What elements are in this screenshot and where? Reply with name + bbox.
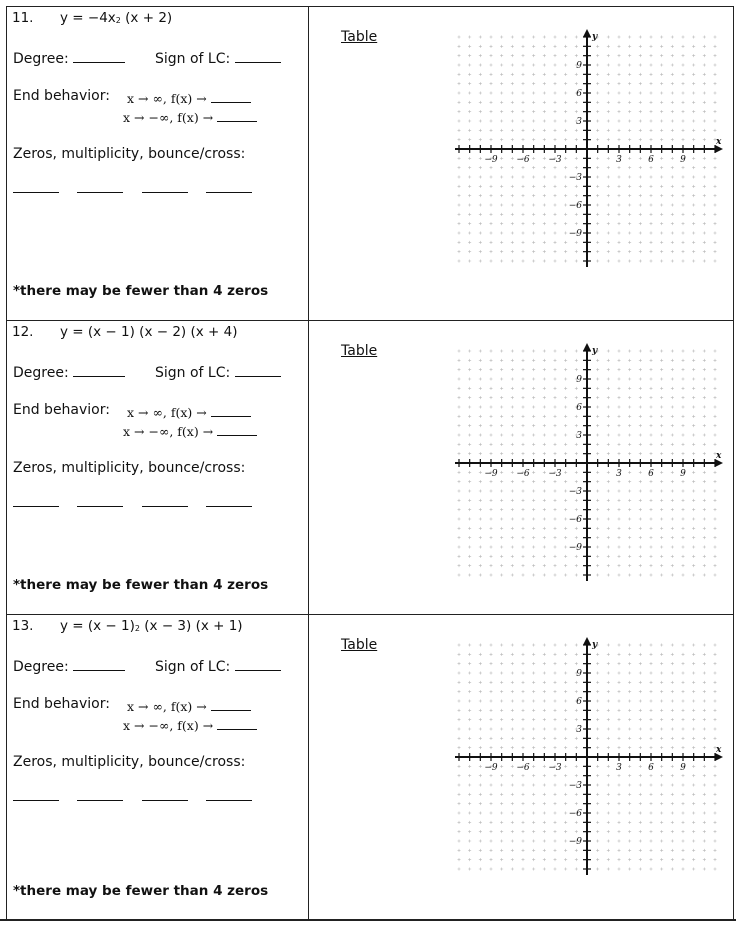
end-behavior-neg-inf: x → −∞, f(x) → (123, 423, 257, 439)
degree-blank[interactable] (73, 48, 125, 63)
zeros-note: *there may be fewer than 4 zeros (13, 283, 269, 299)
y-axis-arrow-icon (583, 343, 591, 351)
y-axis-arrow-icon (583, 29, 591, 37)
zero-blank-2[interactable] (77, 192, 123, 193)
x-tick-label: −6 (516, 155, 530, 165)
y-tick-label: 3 (576, 117, 582, 127)
end-behavior-label: End behavior: (13, 402, 110, 418)
y-axis-label: y (592, 346, 598, 356)
y-tick-label: −9 (568, 543, 582, 553)
y-tick-label: 3 (576, 725, 582, 735)
y-tick-label: −6 (568, 515, 582, 525)
y-tick-label: 6 (576, 697, 582, 707)
degree-blank[interactable] (73, 656, 125, 671)
y-tick-label: 3 (576, 431, 582, 441)
x-tick-label: 9 (680, 763, 686, 773)
problem-equation: y = (x − 1) (x − 2) (x + 4) (60, 324, 238, 340)
x-tick-label: −3 (548, 469, 562, 479)
table-label: Table (341, 343, 378, 359)
x-tick-label: 6 (648, 469, 654, 479)
problem-row-13 (6, 614, 734, 920)
zero-blank-3[interactable] (142, 800, 188, 801)
y-tick-label: −6 (568, 809, 582, 819)
problem-equation: $y = -4x_2$ (x + 2) (60, 10, 173, 26)
x-tick-label: 6 (648, 763, 654, 773)
problem-left-cell (7, 321, 308, 614)
end-pos-blank[interactable] (211, 698, 251, 711)
y-axis-label: y (592, 640, 598, 650)
x-axis-label: x (716, 137, 722, 147)
degree-field: Degree: (13, 48, 125, 67)
y-axis-label: y (592, 32, 598, 42)
zero-blank-3[interactable] (142, 506, 188, 507)
sign-lc-field: Sign of LC: (155, 362, 281, 381)
coordinate-grid[interactable] (447, 27, 727, 269)
x-tick-label: 6 (648, 155, 654, 165)
problem-number: 13. (12, 618, 34, 634)
x-tick-label: −9 (484, 763, 498, 773)
y-tick-label: 6 (576, 89, 582, 99)
x-tick-label: 3 (616, 763, 622, 773)
y-tick-label: −3 (568, 173, 582, 183)
degree-blank[interactable] (73, 362, 125, 377)
end-behavior-neg-inf: x → −∞, f(x) → (123, 109, 257, 125)
page-bottom-rule (0, 919, 736, 921)
zeros-label: Zeros, multiplicity, bounce/cross: (13, 146, 246, 162)
zero-blank-2[interactable] (77, 506, 123, 507)
end-pos-blank[interactable] (211, 90, 251, 103)
sign-lc-blank[interactable] (235, 48, 281, 63)
table-label: Table (341, 29, 378, 45)
end-behavior-label: End behavior: (13, 88, 110, 104)
y-axis-arrow-icon (583, 637, 591, 645)
x-tick-label: −9 (484, 469, 498, 479)
x-tick-label: 3 (616, 469, 622, 479)
x-tick-label: −3 (548, 155, 562, 165)
x-tick-label: 9 (680, 469, 686, 479)
zero-blank-1[interactable] (13, 506, 59, 507)
zero-blank-4[interactable] (206, 192, 252, 193)
problem-row-11 (6, 6, 734, 320)
zero-blank-1[interactable] (13, 800, 59, 801)
zeros-label: Zeros, multiplicity, bounce/cross: (13, 754, 246, 770)
table-label: Table (341, 637, 378, 653)
degree-field: Degree: (13, 656, 125, 675)
zero-blank-1[interactable] (13, 192, 59, 193)
coordinate-grid[interactable] (447, 635, 727, 877)
x-tick-label: −6 (516, 469, 530, 479)
sign-lc-blank[interactable] (235, 656, 281, 671)
zero-blank-3[interactable] (142, 192, 188, 193)
sign-lc-blank[interactable] (235, 362, 281, 377)
y-tick-label: −3 (568, 487, 582, 497)
y-tick-label: −3 (568, 781, 582, 791)
end-neg-blank[interactable] (217, 423, 257, 436)
coordinate-grid[interactable] (447, 341, 727, 583)
end-behavior-pos-inf: x → ∞, f(x) → (127, 404, 251, 420)
y-tick-label: 9 (576, 669, 582, 679)
x-tick-label: −6 (516, 763, 530, 773)
end-pos-blank[interactable] (211, 404, 251, 417)
problem-number: 12. (12, 324, 34, 340)
zeros-label: Zeros, multiplicity, bounce/cross: (13, 460, 246, 476)
sign-lc-field: Sign of LC: (155, 48, 281, 67)
zero-blank-4[interactable] (206, 800, 252, 801)
degree-field: Degree: (13, 362, 125, 381)
x-tick-label: 9 (680, 155, 686, 165)
x-tick-label: −3 (548, 763, 562, 773)
end-behavior-label: End behavior: (13, 696, 110, 712)
problem-right-cell (309, 321, 733, 614)
zeros-note: *there may be fewer than 4 zeros (13, 577, 269, 593)
end-behavior-pos-inf: x → ∞, f(x) → (127, 698, 251, 714)
end-neg-blank[interactable] (217, 109, 257, 122)
x-tick-label: 3 (616, 155, 622, 165)
problem-right-cell (309, 615, 733, 919)
problem-right-cell (309, 7, 733, 320)
y-tick-label: 9 (576, 61, 582, 71)
end-neg-blank[interactable] (217, 717, 257, 730)
y-tick-label: 9 (576, 375, 582, 385)
sign-lc-field: Sign of LC: (155, 656, 281, 675)
zero-blank-4[interactable] (206, 506, 252, 507)
y-tick-label: −6 (568, 201, 582, 211)
problem-left-cell (7, 615, 308, 919)
problem-equation: $y = (x - 1)_2$ (x − 3) (x + 1) (60, 618, 243, 634)
end-behavior-neg-inf: x → −∞, f(x) → (123, 717, 257, 733)
y-tick-label: −9 (568, 229, 582, 239)
problem-left-cell (7, 7, 308, 320)
x-tick-label: −9 (484, 155, 498, 165)
problem-number: 11. (12, 10, 34, 26)
y-tick-label: −9 (568, 837, 582, 847)
end-behavior-pos-inf: x → ∞, f(x) → (127, 90, 251, 106)
x-axis-label: x (716, 745, 722, 755)
x-axis-label: x (716, 451, 722, 461)
zero-blank-2[interactable] (77, 800, 123, 801)
y-tick-label: 6 (576, 403, 582, 413)
zeros-note: *there may be fewer than 4 zeros (13, 883, 269, 899)
problem-row-12 (6, 320, 734, 614)
